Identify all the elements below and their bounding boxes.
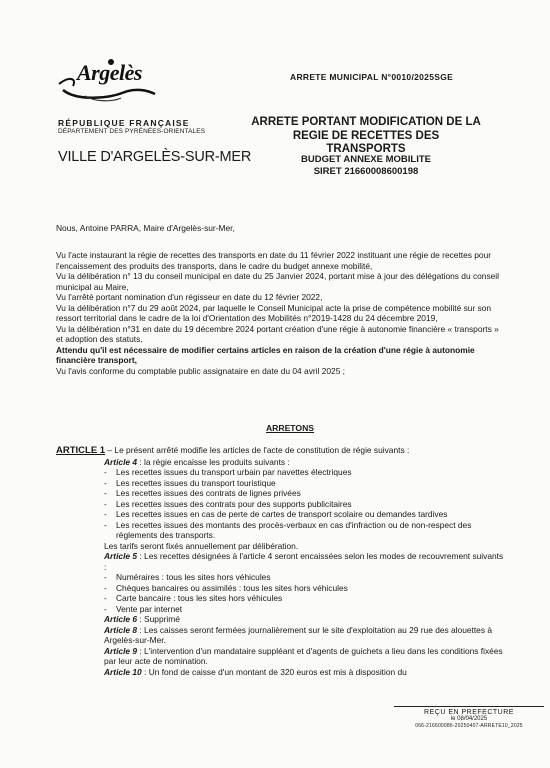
article-9-text: : L'intervention d'un mandataire suppléant et d'agents de guichets a lieu dans les conditions fixées par leur acte de nomination. [104, 645, 503, 666]
siret-line: SIRET 21660008600198 [313, 165, 419, 177]
article-4-text: : la régie encaisse les produits suivants : [137, 456, 290, 467]
arretons-heading: ARRETONS [265, 423, 315, 433]
attendu-item: Attendu qu'il est nécessaire de modifier certains articles en raison de la création d'une régie à autonomie financière transport, [56, 344, 475, 365]
vu-item: Vu la délibération n°7 du 29 août 2024, par laquelle le Conseil Municipal acte la prise de compétence mobilité sur son ressort territorial dans le cadre de la loi d'Orientation des Mobilités n°2019-1428 du 24 décembre 2019, [56, 302, 492, 323]
vu-item: Vu l'acte instaurant la régie de recettes des transports en date du 11 février 2022 instituant une régie de recettes pour l'encaissement des produits des transports, dans le cadre du budget annexe mobilité, [56, 250, 492, 271]
ville-label: VILLE D'ARGELÈS-SUR-MER [58, 149, 252, 165]
vu-item: Vu l'avis conforme du comptable public assignataire en date du 04 avril 2025 ; [56, 365, 346, 376]
article-1-intro: – Le présent arrêté modifie les articles de l'acte de constitution de régie suivants : [105, 445, 410, 455]
stamp-ref: 066-216600086-20250407-ARRETE10_2025 [415, 723, 523, 729]
vu-item: Vu la délibération n°31 en date du 19 décembre 2024 portant création d'une régie à autonomie financière « transports » et adoption des statuts, [56, 323, 499, 344]
title-line-2: REGIE DE RECETTES DES [292, 129, 440, 142]
article-8-label: Article 8 [104, 624, 138, 635]
article-1 [56, 445, 504, 677]
document-title [230, 116, 502, 157]
article-6-label: Article 6 [104, 614, 138, 624]
stamp-date: le 08/04/2025 [450, 716, 488, 722]
article-10-text: : Un fond de caisse d'un montant de 320 euros est mis à disposition du [141, 666, 407, 677]
list-item: - Les recettes issues du transport touristique [56, 478, 504, 489]
list-item: - Vente par internet [56, 604, 504, 615]
title-line-1: ARRETE PORTANT MODIFICATION DE LA [251, 116, 481, 128]
preamble-vu-list [56, 250, 504, 376]
stamp-header: REÇU EN PREFECTURE [394, 706, 544, 716]
list-item: - Les recettes issues des montants des procès-verbaux en cas d'infraction ou de non-respect des règlements des transports. [56, 520, 504, 541]
list-item: - Les recettes issues des contrats pour des supports publicitaires [56, 499, 504, 510]
budget-line: BUDGET ANNEXE MOBILITE [300, 154, 431, 165]
vu-item: Vu la délibération n° 13 du conseil municipal en date du 25 Janvier 2024, portant mise à jour des délégations du conseil municipal au Maire, [56, 271, 500, 292]
prefecture-stamp [394, 706, 544, 730]
article-8-text: : Les caisses seront fermées journalièrement sur le site d'exploitation au 29 rue des alouettes à Argelès-sur-Mer. [104, 624, 493, 645]
article-6-text: : Supprimé [137, 614, 180, 624]
vu-item: Vu l'arrêté portant nomination d'un régisseur en date du 12 février 2022, [56, 292, 323, 302]
list-item: - Chèques bancaires ou assimilés : tous les sites hors véhicules [56, 583, 504, 594]
republique-label: RÉPUBLIQUE FRANÇAISE [58, 118, 190, 128]
departement-label: DÉPARTEMENT DES PYRÉNÉES-ORIENTALES [58, 128, 206, 135]
article-9-label: Article 9 [104, 645, 138, 656]
article-10-label: Article 10 [104, 666, 142, 677]
document-subtitle [230, 154, 502, 177]
article-1-label: ARTICLE 1 [56, 445, 106, 456]
article-5-text: : Les recettes désignées à l'article 4 seront encaissées selon les modes de recouvrement suivants : [104, 551, 504, 572]
preamble-nous: Nous, Antoine PARRA, Maire d'Argelès-sur-Mer, [56, 223, 235, 233]
logo-wordmark: Argelès [77, 60, 142, 85]
article-5-label: Article 5 [104, 551, 138, 561]
city-logo [55, 56, 165, 104]
title-line-3: TRANSPORTS [326, 143, 406, 155]
arrete-number: ARRETE MUNICIPAL N°0010/2025SGE [290, 72, 454, 82]
list-item: - Carte bancaire : tous les sites hors véhicules [56, 593, 504, 604]
list-item: - Les recettes issues des contrats de lignes privées [56, 488, 504, 499]
list-item: - Les recettes issues en cas de perte de cartes de transport scolaire ou demandes tardives [56, 509, 504, 520]
list-item: - Numéraires : tous les sites hors véhicules [56, 572, 504, 583]
article-4-label: Article 4 [104, 456, 138, 467]
list-item: - Les recettes issues du transport urbain par navettes électriques [56, 467, 504, 478]
tarifs-line: Les tarifs seront fixés annuellement par délibération. [104, 540, 299, 551]
